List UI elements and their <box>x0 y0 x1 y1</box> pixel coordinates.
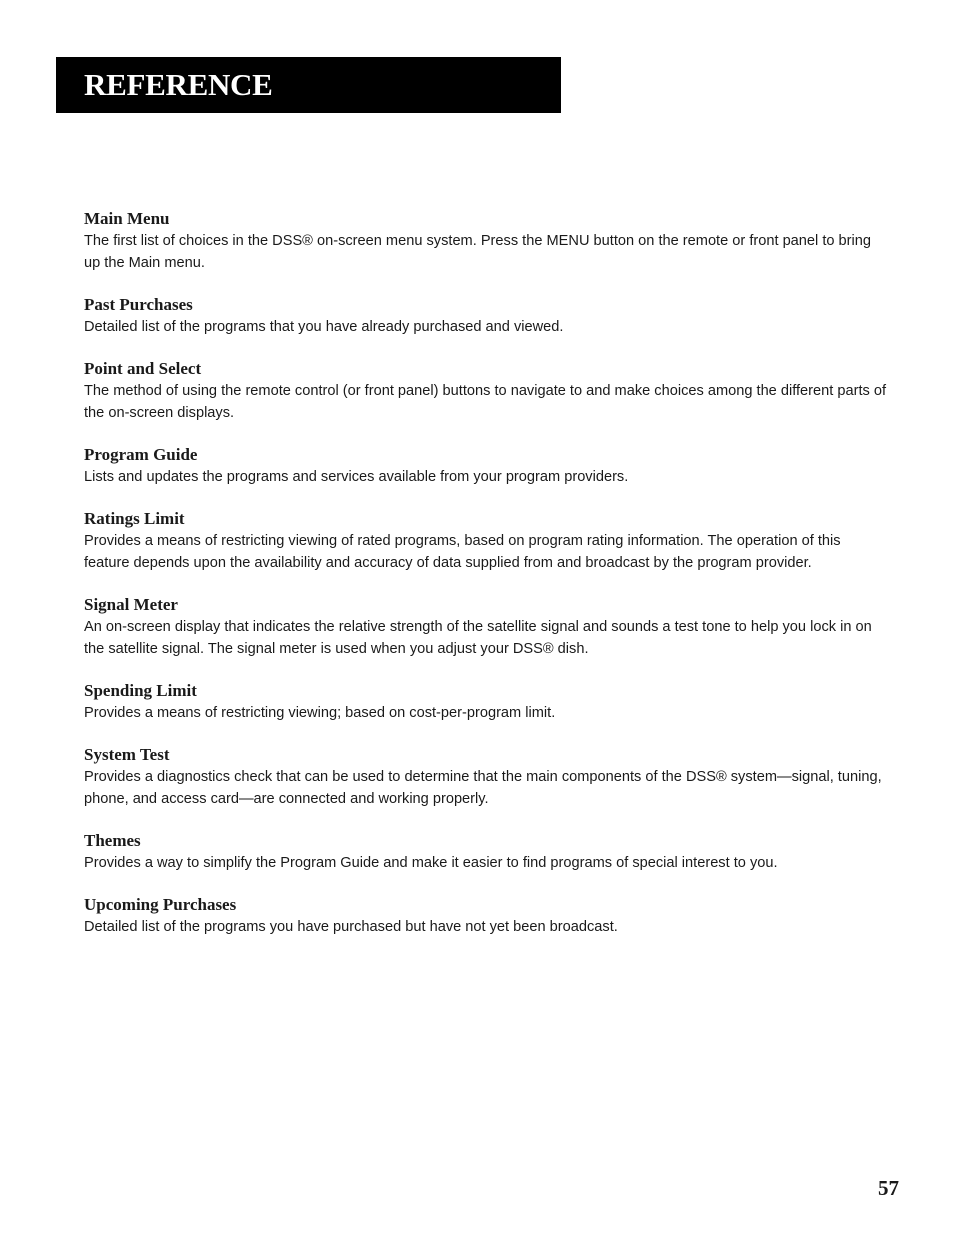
glossary-entry <box>84 744 889 810</box>
glossary-definition: Provides a way to simplify the Program Guide and make it easier to find programs of special interest to you. <box>84 855 778 871</box>
glossary-term: Past Purchases <box>84 295 193 314</box>
glossary-term: Ratings Limit <box>84 509 185 528</box>
glossary-definition: An on-screen display that indicates the relative strength of the satellite signal and sounds a test tone to help you lock in on the satellite signal. The signal meter is used when you adjust your DSS® dish. <box>84 619 872 657</box>
glossary-definition: The method of using the remote control (or front panel) buttons to navigate to and make choices among the different parts of the on-screen displays. <box>84 383 887 421</box>
glossary-entry <box>84 594 889 660</box>
glossary-term: Main Menu <box>84 209 170 228</box>
glossary-definition: Provides a diagnostics check that can be used to determine that the main components of the DSS® system—signal, tuning, phone, and access card—are connected and working properly. <box>84 769 882 807</box>
glossary-entry <box>84 894 889 938</box>
section-title: REFERENCE <box>84 67 273 102</box>
page-number: 57 <box>878 1176 899 1200</box>
glossary-list <box>84 208 889 958</box>
glossary-entry <box>84 830 889 874</box>
glossary-definition: The first list of choices in the DSS® on-screen menu system. Press the MENU button on the remote or front panel to bring up the Main menu. <box>84 233 872 271</box>
glossary-term: Program Guide <box>84 445 198 464</box>
glossary-definition: Lists and updates the programs and services available from your program providers. <box>84 469 629 485</box>
glossary-entry <box>84 680 889 724</box>
glossary-term: System Test <box>84 745 170 764</box>
glossary-term: Upcoming Purchases <box>84 895 237 914</box>
glossary-term: Signal Meter <box>84 595 178 614</box>
glossary-entry <box>84 208 889 274</box>
glossary-definition: Detailed list of the programs you have purchased but have not yet been broadcast. <box>84 919 618 935</box>
glossary-entry <box>84 358 889 424</box>
glossary-definition: Detailed list of the programs that you have already purchased and viewed. <box>84 319 564 335</box>
glossary-term: Spending Limit <box>84 681 197 700</box>
glossary-entry <box>84 444 889 488</box>
glossary-definition: Provides a means of restricting viewing; based on cost-per-program limit. <box>84 705 556 721</box>
glossary-entry <box>84 294 889 338</box>
glossary-term: Point and Select <box>84 359 202 378</box>
glossary-term: Themes <box>84 831 141 850</box>
section-header-bar <box>56 57 561 113</box>
glossary-entry <box>84 508 889 574</box>
glossary-definition: Provides a means of restricting viewing of rated programs, based on program rating information. The operation of this feature depends upon the availability and accuracy of data supplied from and broadcast by the program provider. <box>84 533 841 571</box>
